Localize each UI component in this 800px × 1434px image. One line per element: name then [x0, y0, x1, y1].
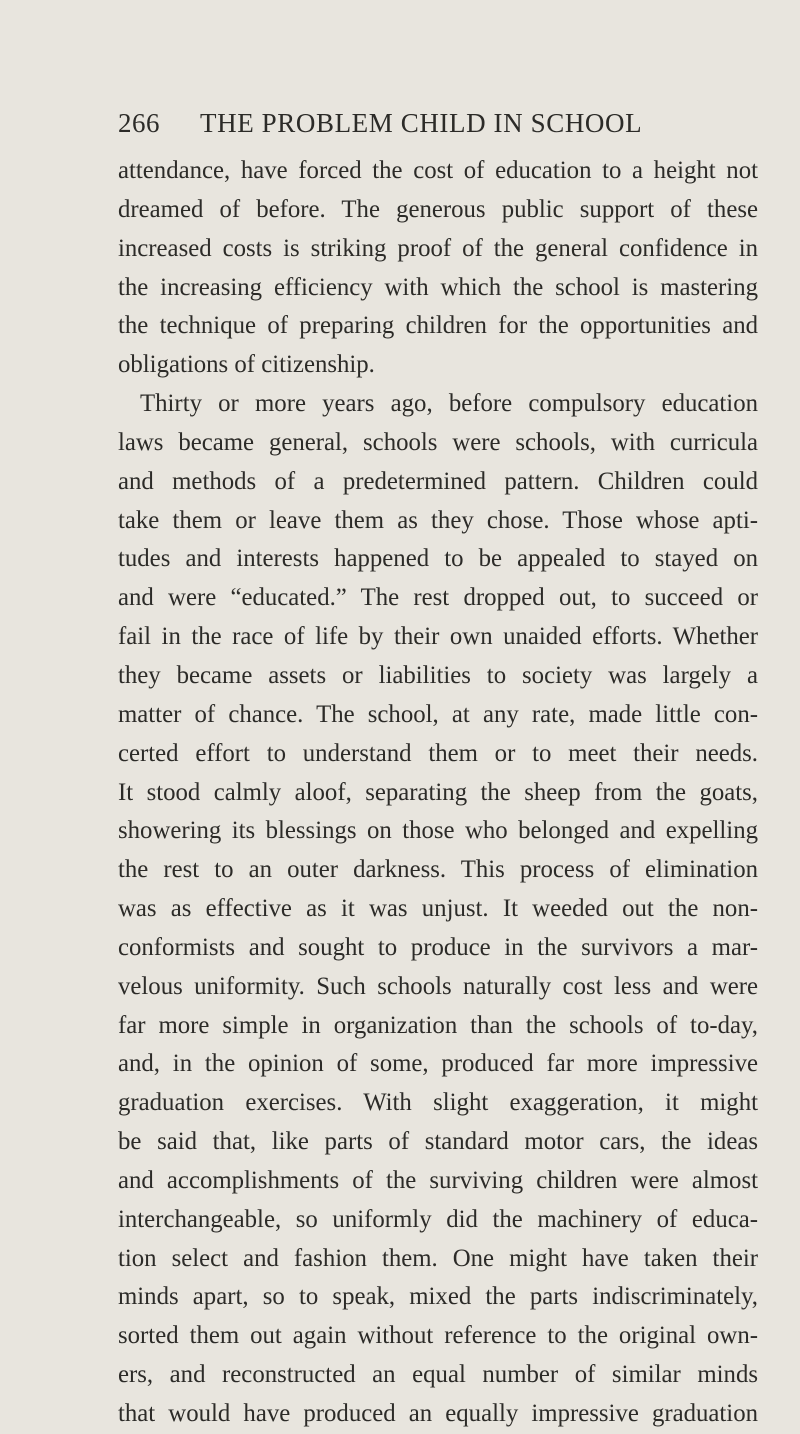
text-line: and accomplishments of the surviving children were almost: [118, 1166, 758, 1194]
text-line: fail in the race of life by their own unaided efforts. Whether: [118, 623, 758, 651]
text-line: showering its blessings on those who belonged and expelling: [118, 817, 758, 845]
text-line: be said that, like parts of standard motor cars, the ideas: [118, 1128, 758, 1156]
text-line: ers, and reconstructed an equal number of similar minds: [118, 1361, 758, 1389]
text-line: the technique of preparing children for the opportunities and: [118, 312, 758, 340]
text-line: and, in the opinion of some, produced far more impressive: [118, 1050, 758, 1078]
text-line: minds apart, so to speak, mixed the parts indiscriminately,: [118, 1283, 758, 1311]
text-line: tion select and fashion them. One might have taken their: [118, 1244, 758, 1272]
text-line: tudes and interests happened to be appealed to stayed on: [118, 545, 758, 573]
page-number: 266: [118, 108, 160, 138]
text-line: velous uniformity. Such schools naturally cost less and were: [118, 972, 758, 1000]
text-line: sorted them out again without reference to the original own-: [118, 1322, 758, 1350]
text-line: interchangeable, so uniformly did the machinery of educa-: [118, 1205, 758, 1233]
text-line: conformists and sought to produce in the survivors a mar-: [118, 933, 758, 961]
text-line: attendance, have forced the cost of education to a height not: [118, 157, 758, 184]
body-text: [118, 152, 758, 1434]
text-line: It stood calmly aloof, separating the sheep from the goats,: [118, 778, 758, 806]
text-line: certed effort to understand them or to meet their needs.: [118, 739, 758, 767]
text-line: and were “educated.” The rest dropped out, to succeed or: [118, 584, 758, 612]
text-line: was as effective as it was unjust. It weeded out the non-: [118, 895, 758, 923]
text-line: obligations of citizenship.: [118, 351, 375, 379]
running-title: THE PROBLEM CHILD IN SCHOOL: [200, 108, 643, 138]
text-line: graduation exercises. With slight exaggeration, it might: [118, 1089, 758, 1117]
running-head: [118, 108, 678, 148]
text-line: take them or leave them as they chose. Those whose apti-: [118, 506, 758, 534]
text-line: the increasing efficiency with which the school is mastering: [118, 273, 758, 301]
text-line: the rest to an outer darkness. This process of elimination: [118, 856, 758, 884]
text-line: far more simple in organization than the schools of to-day,: [118, 1011, 758, 1039]
text-line: they became assets or liabilities to society was largely a: [118, 661, 758, 689]
text-line: laws became general, schools were schools, with curricula: [118, 428, 758, 456]
text-line: that would have produced an equally impressive graduation: [118, 1400, 758, 1427]
text-line: increased costs is striking proof of the general confidence in: [118, 234, 758, 262]
text-line: dreamed of before. The generous public support of these: [118, 195, 758, 223]
text-line: and methods of a predetermined pattern. Children could: [118, 467, 758, 495]
text-line: Thirty or more years ago, before compulsory education: [140, 390, 758, 418]
text-line: matter of chance. The school, at any rate, made little con-: [118, 700, 758, 728]
